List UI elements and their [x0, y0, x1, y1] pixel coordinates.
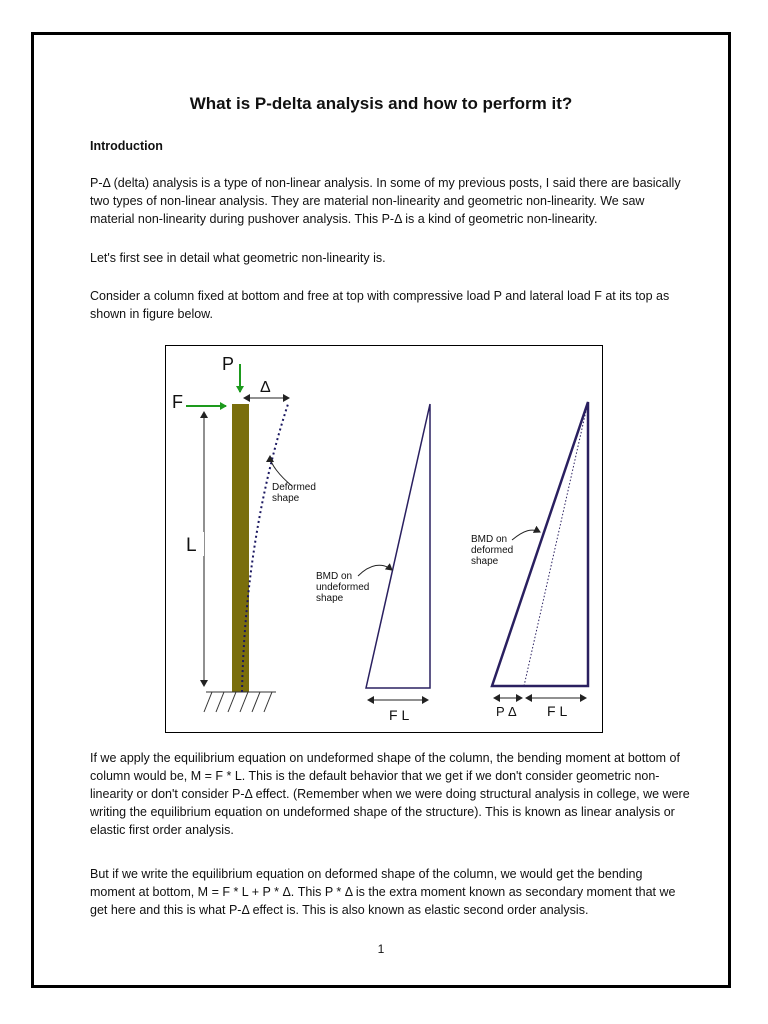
bmd-first-order-line: [524, 402, 588, 686]
bmd-deformed-label-line3: shape: [471, 556, 499, 567]
bmd-undeformed-label-line2: undeformed: [316, 582, 370, 593]
section-heading: Introduction: [90, 139, 163, 153]
deformed-label-line2: shape: [272, 493, 300, 504]
label-f: F: [172, 392, 183, 412]
page-number: 1: [377, 942, 385, 956]
document-page: [31, 32, 731, 988]
page-title: What is P-delta analysis and how to perform it?: [189, 94, 573, 113]
label-fl-2: F L: [547, 703, 568, 719]
bmd-undeformed-pointer: [358, 565, 392, 576]
label-l: L: [186, 535, 197, 556]
paragraph-intro: P-Δ (delta) analysis is a type of non-linear analysis. In some of my previous posts, I said there are basically two types of non-linear analysis. They are material non-linearity and geometric non-linearity. We saw material non-linearity during pushover analysis. This P-Δ is a kind of geometric non-linearity.: [90, 176, 681, 226]
bmd-deformed-label-line2: deformed: [471, 545, 514, 556]
column-member: [232, 404, 249, 692]
label-delta: Δ: [260, 379, 271, 396]
paragraph-undeformed: If we apply the equilibrium equation on undeformed shape of the column, the bending moment at bottom of column would be, M = F * L. This is the default behavior that we get if we don't consider geometric non-linearity or don't consider P-Δ effect. (Remember when we were doing structural analysis in college, we were writing the equilibrium equation on undeformed shape of the structure). This is known as linear analysis or elastic first order analysis.: [90, 751, 690, 837]
bmd-undeformed-triangle: [366, 404, 430, 688]
bmd-deformed-label-line1: BMD on: [471, 534, 508, 545]
bmd-undeformed-label-line1: BMD on: [316, 571, 353, 582]
paragraph-column: Consider a column fixed at bottom and free at top with compressive load P and lateral load F at its top as shown in figure below.: [90, 289, 670, 321]
p-delta-figure: [165, 345, 603, 733]
bmd-deformed-pointer: [512, 530, 540, 540]
label-fl-1: F L: [389, 707, 410, 723]
label-pdelta: P Δ: [496, 704, 517, 719]
paragraph-geometric: Let's first see in detail what geometric non-linearity is.: [90, 251, 386, 265]
label-p: P: [222, 354, 235, 374]
deformed-label-line1: Deformed: [272, 482, 316, 493]
paragraph-deformed: But if we write the equilibrium equation on deformed shape of the column, we would get the bending moment at bottom, M = F * L + P * Δ. This P * Δ is the extra moment known as secondary moment that we get here and this is what P-Δ effect is. This is also known as elastic second order analysis.: [90, 867, 676, 917]
fixed-support: [204, 692, 276, 712]
p-delta-diagram: [166, 346, 602, 732]
bmd-undeformed-label-line3: shape: [316, 593, 344, 604]
